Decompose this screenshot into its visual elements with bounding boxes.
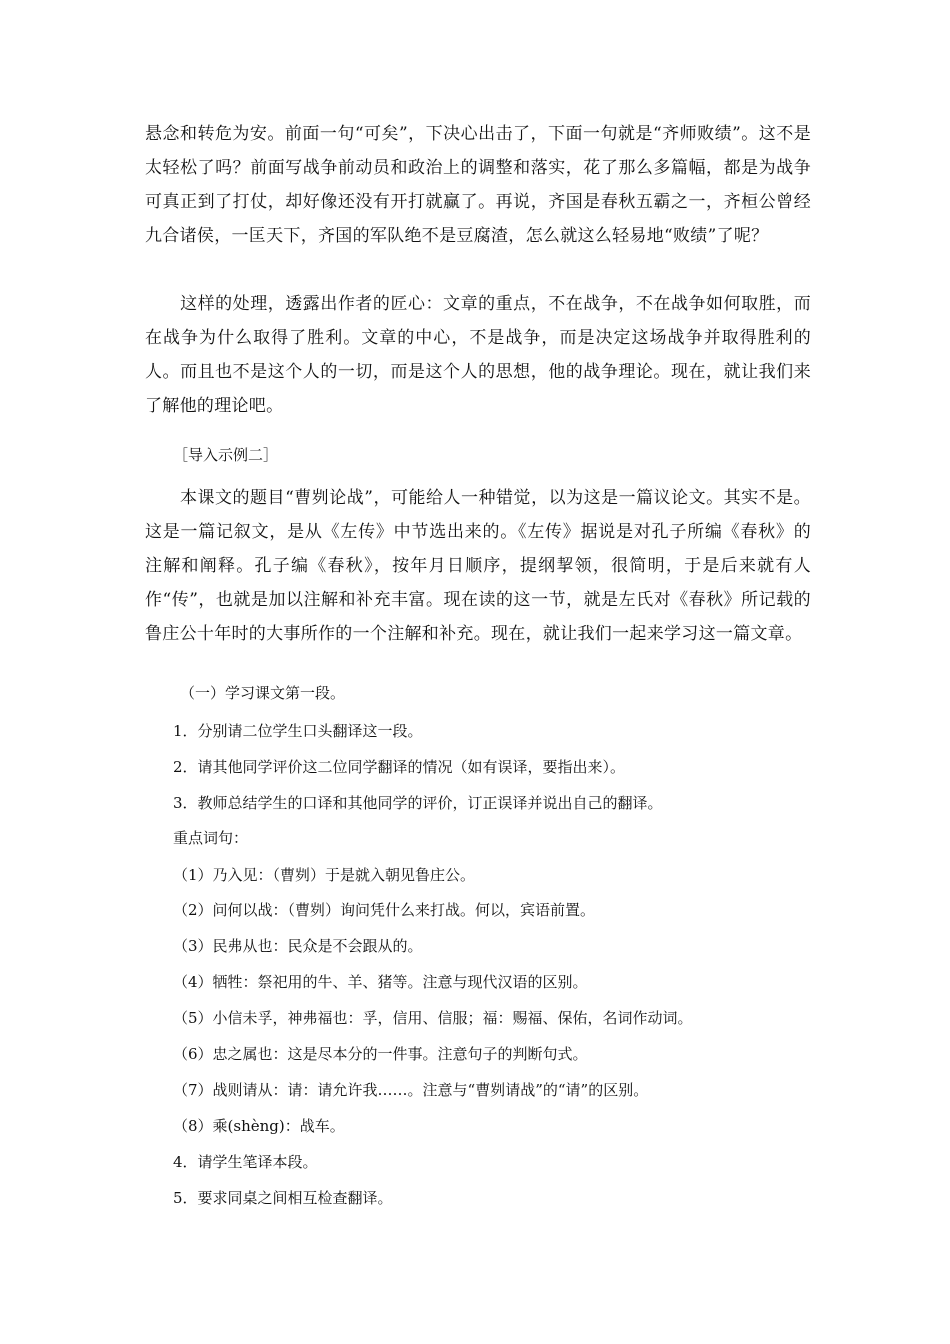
intro-example-heading: ［导入示例二］ (173, 446, 279, 464)
step-3: 3．教师总结学生的口译和其他同学的评价，订正误译并说出自己的翻译。 (173, 794, 663, 812)
step-4: 4．请学生笔译本段。 (173, 1153, 318, 1171)
key-phrase-2: （2）问何以战：（曹刿）询问凭什么来打战。何以，宾语前置。 (173, 901, 596, 919)
section-heading: （一）学习课文第一段。 (180, 684, 346, 702)
key-phrase-6: （6）忠之属也：这是尽本分的一件事。注意句子的判断句式。 (173, 1045, 588, 1063)
key-phrase-3: （3）民弗从也：民众是不会跟从的。 (173, 937, 423, 955)
key-phrase-5: （5）小信未孚，神弗福也：孚，信用、信服；福：赐福、保佑，名词作动词。 (173, 1009, 693, 1027)
paragraph-intro-two: 本课文的题目“曹刿论战”，可能给人一种错觉，以为这是一篇议论文。其实不是。这是一篇记叙文，是从《左传》中节选出来的。《左传》据说是对孔子所编《春秋》的注解和阐释。孔子编《春秋》，按年月日顺序，提纲挈领，很简明，于是后来就有人作“传”，也就是加以注解和补充丰富。现在读的这一节，就是左氏对《春秋》所记载的鲁庄公十年时的大事所作的一个注解和补充。现在，就让我们一起来学习这一篇文章。 (145, 488, 811, 644)
key-phrase-4: （4）牺牲：祭祀用的牛、羊、猪等。注意与现代汉语的区别。 (173, 973, 588, 991)
step-2: 2．请其他同学评价这二位同学翻译的情况（如有误译，要指出来）。 (173, 758, 626, 776)
key-phrases-label: 重点词句： (173, 829, 249, 847)
step-1: 1．分别请二位学生口头翻译这一段。 (173, 722, 423, 740)
key-phrase-8: （8）乘(shèng)：战车。 (173, 1117, 345, 1135)
paragraph-craft: 这样的处理，透露出作者的匠心：文章的重点，不在战争，不在战争如何取胜，而在战争为什么取得了胜利。文章的中心，不是战争，而是决定这场战争并取得胜利的人。而且也不是这个人的一切，而是这个人的思想，他的战争理论。现在，就让我们来了解他的理论吧。 (145, 294, 811, 416)
step-5: 5．要求同桌之间相互检查翻译。 (173, 1189, 393, 1207)
paragraph-continuation: 悬念和转危为安。前面一句“可矣”，下决心出击了，下面一句就是“齐师败绩”。这不是太轻松了吗？前面写战争前动员和政治上的调整和落实，花了那么多篇幅，都是为战争可真正到了打仗，却好像还没有开打就赢了。再说，齐国是春秋五霸之一，齐桓公曾经九合诸侯，一匡天下，齐国的军队绝不是豆腐渣，怎么就这么轻易地“败绩”了呢？ (145, 124, 811, 246)
key-phrase-7: （7）战则请从：请：请允许我……。注意与“曹刿请战”的“请”的区别。 (173, 1081, 649, 1099)
key-phrase-1: （1）乃入见：（曹刿）于是就入朝见鲁庄公。 (173, 866, 476, 884)
